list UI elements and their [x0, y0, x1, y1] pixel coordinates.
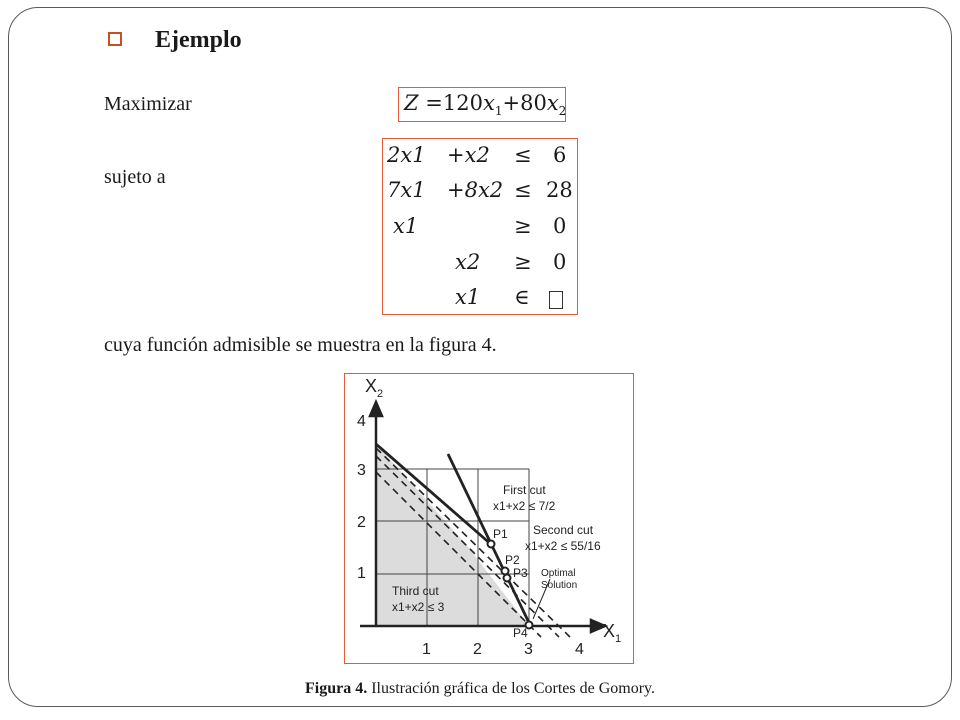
objective-plus: + — [502, 91, 521, 115]
constraint-3-relation: ≥ — [514, 214, 532, 238]
y-tick-3: 3 — [357, 462, 366, 479]
point-p2 — [502, 568, 509, 575]
constraint-2-rhs: 28 — [546, 178, 573, 202]
maximize-label: Maximizar — [104, 93, 192, 115]
point-p2-label: P2 — [505, 553, 520, 567]
second-cut-equation: x1+x2 ≤ 55/16 — [525, 539, 601, 553]
missing-glyph-box-icon — [549, 291, 563, 309]
gomory-cuts-figure — [345, 374, 632, 662]
x-tick-1: 1 — [422, 641, 431, 658]
point-p3 — [504, 575, 511, 582]
x-tick-4: 4 — [575, 641, 584, 658]
second-cut-title: Second cut — [533, 523, 594, 537]
subject-to-label: sujeto a — [104, 166, 166, 188]
third-cut-equation: x1+x2 ≤ 3 — [392, 600, 445, 614]
point-p1 — [488, 541, 495, 548]
point-p3-label: P3 — [513, 566, 528, 580]
constraint-1-relation: ≤ — [514, 143, 532, 167]
y-axis-arrow-icon — [370, 402, 382, 416]
constraint-2-term-b: +8x2 — [447, 178, 504, 202]
constraints-box — [382, 138, 578, 315]
objective-lhs: Z — [404, 91, 419, 115]
y-tick-1: 1 — [357, 565, 366, 582]
x-axis-label: $X_1$ — [603, 621, 622, 645]
objective-function-box — [398, 87, 566, 122]
point-p4-label: P4 — [513, 626, 528, 640]
constraint-2-term-a: 7x1 — [387, 178, 426, 202]
constraint-1-term-a: 2x1 — [387, 143, 426, 167]
point-p1-label: P1 — [493, 527, 508, 541]
constraint-2-relation: ≤ — [514, 178, 532, 202]
figure-box — [344, 373, 634, 664]
objective-var-2: x — [546, 91, 559, 115]
slide-heading: Ejemplo — [155, 27, 242, 53]
constraint-1-term-b: +x2 — [447, 143, 490, 167]
first-cut-title: First cut — [503, 483, 546, 497]
objective-sub-2: 2 — [558, 104, 567, 118]
optimal-label-line2: Solution — [541, 580, 578, 591]
objective-sub-1: 1 — [494, 104, 503, 118]
y-tick-4: 4 — [357, 413, 366, 430]
objective-function — [404, 91, 566, 118]
constraint-4-relation: ≥ — [514, 250, 532, 274]
caption-bold: Figura 4. — [305, 680, 368, 697]
constraint-3-rhs: 0 — [553, 214, 567, 238]
caption-text: Ilustración gráfica de los Cortes de Gomory. — [367, 680, 655, 697]
objective-coef-1: 120 — [442, 91, 483, 115]
constraint-5-relation: ∈ — [514, 285, 530, 309]
constraint-4-rhs: 0 — [553, 250, 567, 274]
optimal-label-line1: Optimal — [541, 568, 576, 579]
first-cut-equation: x1+x2 ≤ 7/2 — [493, 499, 556, 513]
third-cut-title: Third cut — [392, 584, 439, 598]
constraint-5-term-b: x1 — [455, 285, 481, 309]
x-tick-2: 2 — [473, 641, 482, 658]
y-axis-label: $X_2$ — [365, 376, 384, 400]
objective-var-1: x — [482, 91, 495, 115]
constraint-4-term-b: x2 — [455, 250, 481, 274]
y-tick-2: 2 — [357, 514, 366, 531]
constraint-3-term-a: x1 — [393, 214, 419, 238]
square-bullet-icon — [108, 32, 122, 46]
figure-caption — [0, 680, 960, 698]
objective-coef-2: 80 — [520, 91, 547, 115]
x-tick-3: 3 — [524, 641, 533, 658]
body-text: cuya función admisible se muestra en la figura 4. — [104, 334, 497, 356]
constraint-1-rhs: 6 — [553, 143, 567, 167]
objective-equals: = — [425, 91, 443, 115]
